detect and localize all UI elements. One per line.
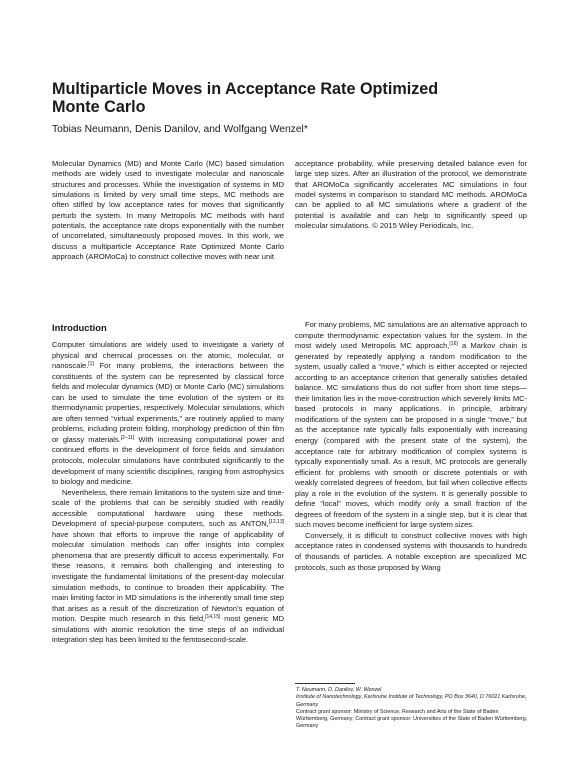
body-paragraph: Conversely, it is difficult to construct collective moves with high acceptance rates in condensed systems with thousands to hundreds of thousands of particles. A notable exception are specialized MC protocols, such as those proposed by Wang (295, 530, 527, 572)
body-right-column (295, 320, 527, 573)
footnote-divider (295, 683, 355, 684)
citation: [1] (88, 361, 94, 368)
text-run: For many problems, the interactions between the constituents of the system can be represented by classical force fields and molecular dynamics (MD) or Monte Carlo (MC) simulations can be used to simulate the time evolution of the system or its thermodynamic properties, respectively. Molecular simulations, which are often termed “virtual experiments,” are routinely applied to many problems, including protein folding, morphology prediction of thin film or glassy materials. (52, 361, 284, 444)
footnote-affiliation: Institute of Nanotechnology, Karlsruhe Institute of Technology, PO Box 3640, D 76021 Karlsruhe, Germany (296, 694, 527, 708)
body-paragraph (52, 340, 284, 488)
article-title-line-2: Monte Carlo (52, 98, 146, 116)
section-heading-introduction: Introduction (52, 322, 107, 333)
text-run: a Markov chain is generated by repeatedly applying a random modification to the system, usually called a “move,” which is either accepted or rejected according to an acceptance criterion that generally satisfies detailed balance. MC simulations thus do not suffer from short time steps—their limitation lies in the move-construction which severely limits MC-based protocols in many applications. In principle, arbitrary modifications of the system can be proposed in a single “move,” but as the acceptance rate typically falls exponentially with increasing energy (compared with the present state of the system), the acceptance rate for arbitrary modification of complex systems is typically exponentially small. As a result, MC protocols are generally efficient for problems with smooth or discrete potentials or with weakly correlated degrees of freedom, but fail when collective effects play a role in the evolution of the system. It is generally possible to define “local” moves, which modify only a small fraction of the degrees of freedom of the system in a single step, but it is clear that such moves become inefficient for large system sizes. (295, 341, 527, 530)
body-paragraph (52, 488, 284, 646)
text-run: have shown that efforts to improve the range of applicability of molecular simulation methods can offer insights into complex phenomena that are presently difficult to access experimentally. For these reasons, it remains both challenging and interesting to investigate the fundamental limitations of the present-day molecular simulation methods, to continue to broaden their applicability. The main limiting factor in MD simulations is the inherently small time step that arises as a result of the discretization of Newton’s equation of motion. Despite much research in this field, (52, 529, 284, 624)
article-title-line-1: Multiparticle Moves in Acceptance Rate Optimized (52, 80, 439, 98)
footnote-grant: Contract grant sponsor: Ministry of Science, Research and Arts of the State of Baden Württemberg, Germany; Contract grant sponsor: Universities of the State of Baden Württemberg, Germany (296, 708, 528, 730)
footnote-authors: T. Neumann, D. Danilov, W. Wenzel (296, 687, 382, 693)
abstract-right-column: acceptance probability, while preserving detailed balance even for large step sizes. After an illustration of the protocol, we demonstrate that AROMoCa significantly accelerates MC simulations in four model systems in comparison to standard MC methods. AROMoCa can be applied to all MC simulations where a gradient of the potential is available and can help to significantly speed up molecular simulations. © 2015 Wiley Periodicals, Inc. (295, 159, 527, 231)
citation: [2–11] (120, 434, 135, 441)
text-run: With increasing computational power and continued efforts in the development of force fields and simulation protocols, molecular simulations have contributed significantly to the development of many scientific disciplines, ranging from astrophysics to biology and medicine. (52, 434, 284, 487)
abstract-left-column: Molecular Dynamics (MD) and Monte Carlo (MC) based simulation methods are widely used to investigate molecular and nanoscale structures and processes. While the investigation of systems in MD simulations is limited by very small time steps, MC methods are often stifled by low acceptance rates for moves that significantly perturb the system. In many Metropolis MC methods with hard potentials, the acceptance rate drops exponentially with the number of uncorrelated, simultaneously proposed moves. In this work, we discuss a multiparticle Acceptance Rate Optimized Monte Carlo approach (AROMoCa) to construct collective moves with near unit (52, 159, 284, 262)
author-footnote (296, 687, 532, 731)
citation: [16] (449, 341, 458, 348)
article-authors: Tobias Neumann, Denis Danilov, and Wolfgang Wenzel* (52, 124, 308, 135)
body-paragraph (295, 320, 527, 531)
text-run: most generic MD simulations with atomic resolution the time steps of an individual integration step has been limited to the femtosecond-scale. (52, 614, 284, 645)
text-run: For many problems, MC simulations are an alternative approach to compute thermodynamic expectation values for the system. In the most widely used Metropolis MC approach, (295, 320, 527, 351)
article-title (52, 80, 522, 116)
body-left-column (52, 340, 284, 646)
text-run: Computer simulations are widely used to investigate a variety of physical and chemical processes on the atomic, molecular, or nanoscale. (52, 340, 284, 371)
citation: [12,13] (268, 519, 284, 526)
text-run: Nevertheless, there remain limitations to the system size and time-scale of the problems that can be sensibly studied with readily accessible computational hardware using these methods. Development of special-purpose computers, such as ANTON, (52, 487, 284, 529)
citation: [14,15] (205, 614, 221, 621)
